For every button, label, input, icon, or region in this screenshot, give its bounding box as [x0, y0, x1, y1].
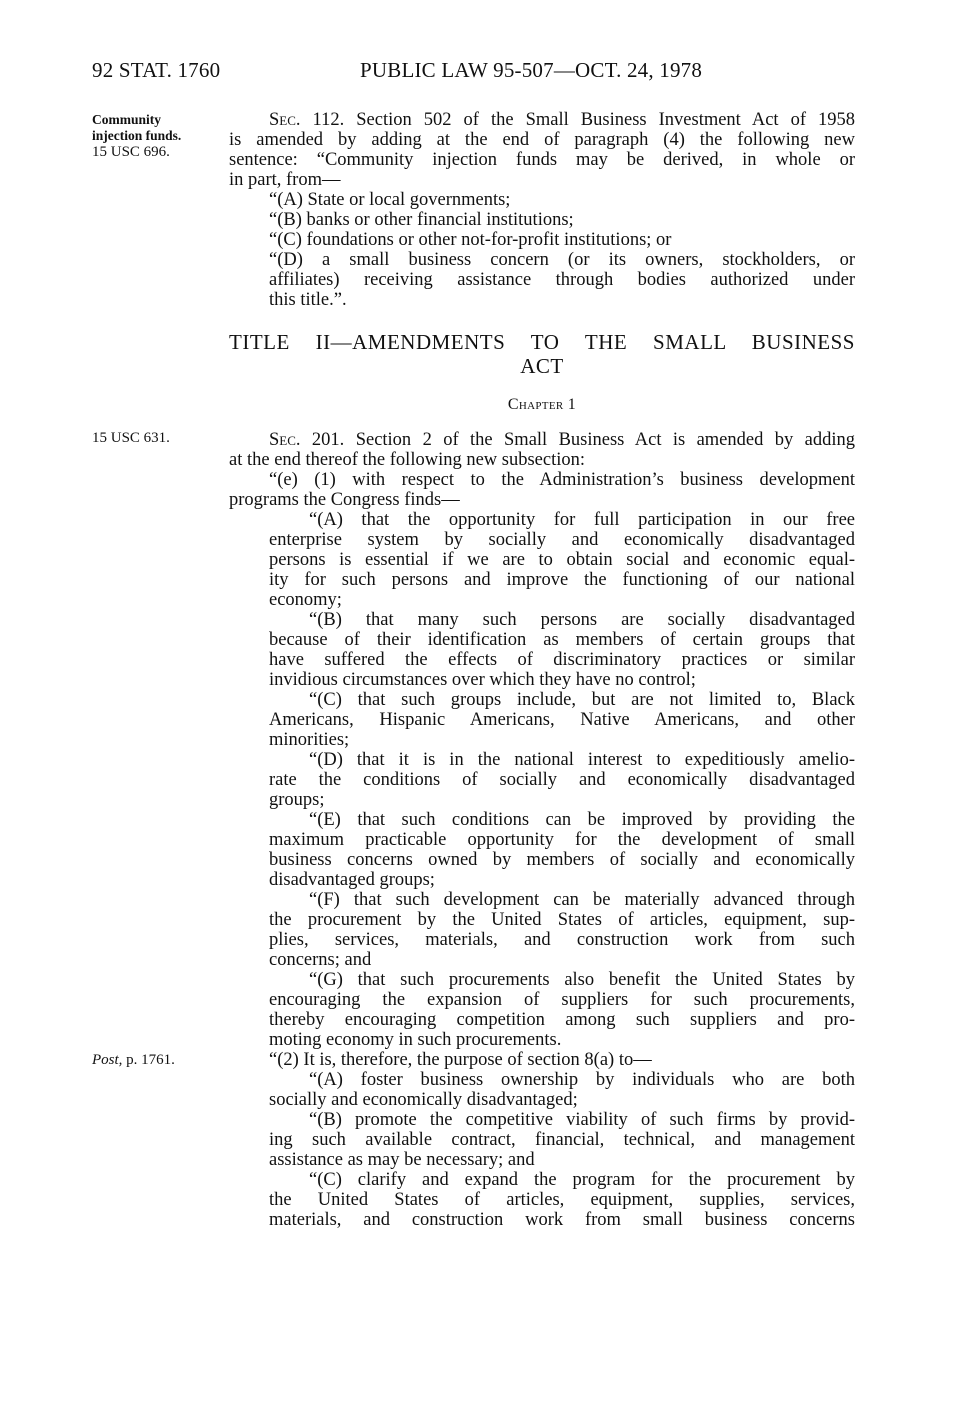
margin-note-15usc631: 15 USC 631.: [92, 430, 170, 446]
text-line: disadvantaged groups;: [269, 870, 435, 890]
text-line: socially and economically disadvantaged;: [269, 1090, 578, 1110]
text-line: affiliates) receiving assistance through bodies authorized under: [269, 270, 855, 290]
title-heading-continued: ACT: [520, 354, 564, 378]
text-line: “(2) It is, therefore, the purpose of section 8(a) to—: [269, 1050, 652, 1070]
text-line: “(D) that it is in the national interest to expeditiously amelio-: [309, 750, 855, 770]
text-line: have suffered the effects of discriminatory practices or similar: [269, 650, 855, 670]
text-line: concerns; and: [269, 950, 372, 970]
text-line: the procurement by the United States of articles, equipment, sup-: [269, 910, 855, 930]
text-line: ity for such persons and improve the functioning of our national: [269, 570, 855, 590]
title-heading: TITLE II—AMENDMENTS TO THE SMALL BUSINESS: [229, 330, 855, 354]
text-line: “(C) clarify and expand the program for the procurement by: [309, 1170, 855, 1190]
section-201: [229, 430, 855, 1230]
margin-note-post-italic: Post,: [92, 1052, 123, 1068]
section-112: [229, 110, 855, 310]
text-line: persons is essential if we are to obtain social and economic equal-: [269, 550, 855, 570]
text-line: materials, and construction work from small business concerns: [269, 1210, 855, 1230]
text-line: “(E) that such conditions can be improved by providing the: [309, 810, 855, 830]
text-line: “(B) promote the competitive viability of such firms by provid-: [309, 1110, 855, 1130]
text-line: “(B) banks or other financial institutions;: [269, 210, 574, 230]
text-line: “(A) State or local governments;: [269, 190, 511, 210]
text-line: “(B) that many such persons are socially disadvantaged: [309, 610, 855, 630]
text-line: programs the Congress finds—: [229, 490, 460, 510]
text-line: moting economy in such procurements.: [269, 1030, 562, 1050]
text-line: [229, 110, 855, 130]
margin-note-line: Community: [92, 112, 162, 127]
text-line: enterprise system by socially and economically disadvantaged: [269, 530, 855, 550]
text-line: rate the conditions of socially and economically disadvantaged: [269, 770, 855, 790]
text-line: sentence: “Community injection funds may be derived, in whole or: [229, 150, 855, 170]
margin-note-line: injection funds.: [92, 128, 182, 143]
text-line: maximum practicable opportunity for the development of small: [269, 830, 855, 850]
text-line: minorities;: [269, 730, 350, 750]
text-line: “(A) that the opportunity for full participation in our free: [309, 510, 855, 530]
text-line: “(D) a small business concern (or its owners, stockholders, or: [269, 250, 855, 270]
margin-note-post-page: p. 1761.: [122, 1052, 175, 1068]
text-line: the United States of articles, equipment, supplies, services,: [269, 1190, 855, 1210]
margin-note-post: [92, 1052, 175, 1068]
page-stat-citation: 92 STAT. 1760: [92, 58, 221, 82]
text-line: [229, 430, 855, 450]
margin-note-community-funds: [92, 112, 181, 160]
text-line: economy;: [269, 590, 342, 610]
text-line: “(G) that such procurements also benefit the United States by: [309, 970, 855, 990]
text-line: Americans, Hispanic Americans, Native Americans, and other: [269, 710, 855, 730]
text-line: invidious circumstances over which they have no control;: [269, 670, 696, 690]
text-line: “(e) (1) with respect to the Administration’s business development: [269, 470, 855, 490]
text-line: business concerns owned by members of socially and economically: [269, 850, 855, 870]
text-line: ing such available contract, financial, technical, and management: [269, 1130, 855, 1150]
text-span: 112. Section 502 of the Small Business Investment Act of 1958: [300, 110, 855, 130]
text-line: is amended by adding at the end of paragraph (4) the following new: [229, 130, 855, 150]
text-line: “(C) that such groups include, but are not limited to, Black: [309, 690, 855, 710]
text-line: this title.”.: [269, 290, 347, 310]
text-line: groups;: [269, 790, 325, 810]
text-line: at the end thereof the following new subsection:: [229, 450, 586, 470]
text-line: “(A) foster business ownership by individuals who are both: [309, 1070, 855, 1090]
chapter-heading: Chapter 1: [507, 396, 577, 413]
text-line: “(F) that such development can be materially advanced through: [309, 890, 855, 910]
text-line: in part, from—: [229, 170, 341, 190]
text-line: encouraging the expansion of suppliers for such procurements,: [269, 990, 855, 1010]
text-span: 201. Section 2 of the Small Business Act is amended by adding: [300, 430, 855, 450]
text-line: plies, services, materials, and construction work from such: [269, 930, 855, 950]
text-line: assistance as may be necessary; and: [269, 1150, 535, 1170]
sec-label: Sec.: [269, 430, 301, 450]
text-line: “(C) foundations or other not-for-profit institutions; or: [269, 230, 672, 250]
margin-note-citation: 15 USC 696.: [92, 144, 170, 160]
text-line: thereby encouraging competition among such suppliers and pro-: [269, 1010, 855, 1030]
text-line: because of their identification as members of certain groups that: [269, 630, 855, 650]
sec-label: Sec.: [269, 110, 301, 130]
running-head: PUBLIC LAW 95-507—OCT. 24, 1978: [360, 58, 703, 82]
